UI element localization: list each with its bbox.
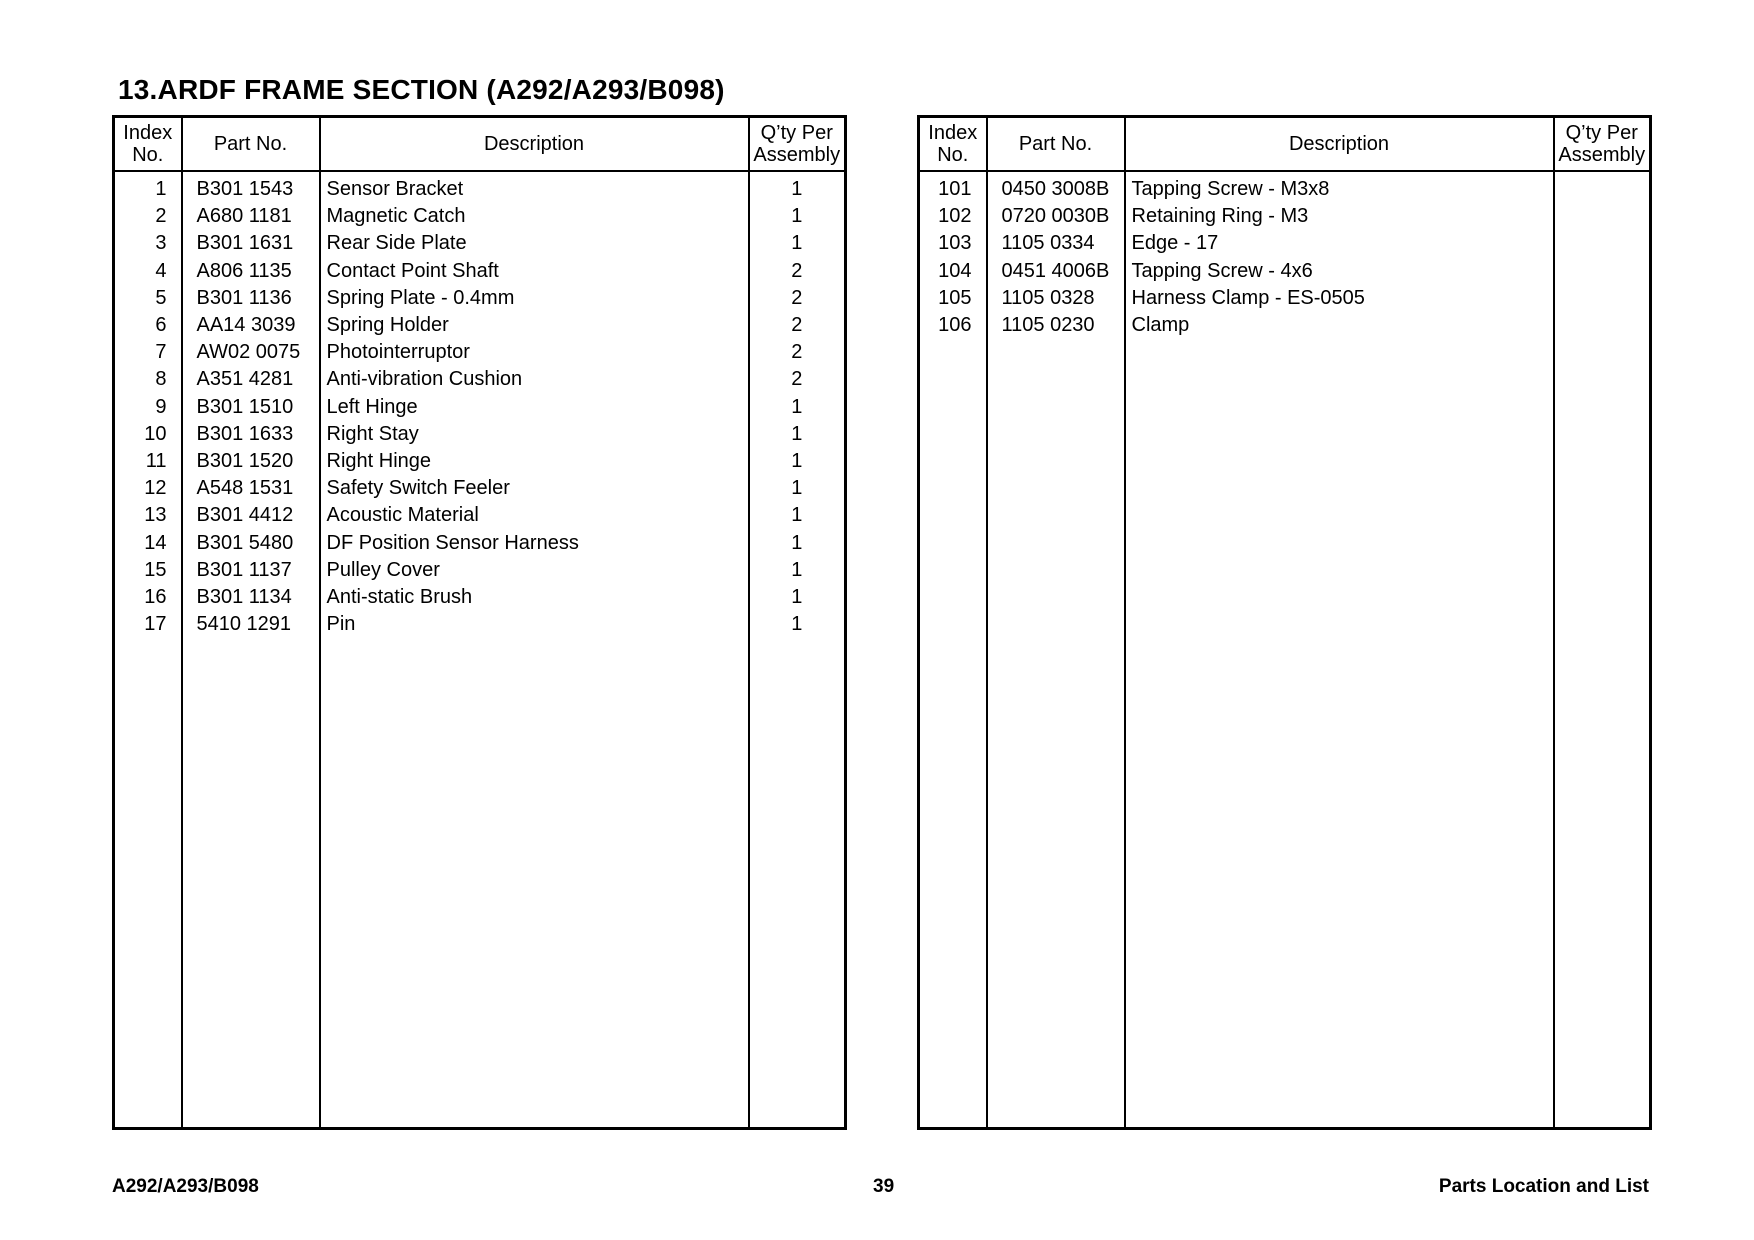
part-no-cell: B301 1633: [182, 421, 320, 448]
description-cell: Contact Point Shaft: [320, 258, 749, 285]
index-cell: 101: [919, 171, 987, 203]
table-row: [919, 258, 1651, 285]
description-cell: Rear Side Plate: [320, 230, 749, 257]
filler-cell: [114, 638, 182, 1128]
description-cell: Tapping Screw - M3x8: [1125, 171, 1554, 203]
qty-cell: 1: [791, 449, 803, 472]
index-cell: 8: [114, 366, 182, 393]
part-no-cell: B301 5480: [182, 529, 320, 556]
description-cell: Retaining Ring - M3: [1125, 203, 1554, 230]
table-row: [919, 203, 1651, 230]
qty-cell: 1: [791, 422, 803, 445]
qty-cell: 1: [791, 205, 803, 228]
filler-cell: [1125, 339, 1554, 1128]
description-cell: Harness Clamp - ES-0505: [1125, 285, 1554, 312]
part-no-cell: 0451 4006B: [987, 258, 1125, 285]
filler-cell: [1554, 339, 1651, 1128]
filler-cell: [749, 638, 846, 1128]
part-no-cell: 0450 3008B: [987, 171, 1125, 203]
part-no-cell: A806 1135: [182, 258, 320, 285]
parts-table-right-body: [919, 171, 1651, 1128]
header-part-no: Part No.: [182, 117, 320, 172]
index-cell: 5: [114, 285, 182, 312]
table-row: [919, 230, 1651, 257]
qty-cell: 1: [791, 504, 803, 527]
index-cell: 103: [919, 230, 987, 257]
table-filler-row: [114, 638, 846, 1128]
qty-cell: 2: [791, 341, 803, 364]
table-row: [114, 203, 846, 230]
index-cell: 7: [114, 339, 182, 366]
filler-cell: [320, 638, 749, 1128]
qty-cell: 2: [791, 368, 803, 391]
index-cell: 9: [114, 394, 182, 421]
filler-cell: [182, 638, 320, 1128]
description-cell: Spring Holder: [320, 312, 749, 339]
part-no-cell: 1105 0328: [987, 285, 1125, 312]
part-no-cell: B301 1134: [182, 584, 320, 611]
header-index: Index No.: [919, 117, 987, 172]
index-cell: 13: [114, 502, 182, 529]
index-cell: 2: [114, 203, 182, 230]
index-cell: 105: [919, 285, 987, 312]
table-row: [114, 366, 846, 393]
header-description: Description: [1125, 117, 1554, 172]
qty-cell: [1554, 258, 1651, 285]
description-cell: Right Stay: [320, 421, 749, 448]
footer-page-number: 39: [873, 1176, 895, 1197]
index-cell: 16: [114, 584, 182, 611]
table-row: [114, 285, 846, 312]
description-cell: Pulley Cover: [320, 557, 749, 584]
table-row: [114, 611, 846, 638]
description-cell: Photointerruptor: [320, 339, 749, 366]
table-row: [919, 171, 1651, 203]
qty-cell: 2: [791, 286, 803, 309]
index-cell: 12: [114, 475, 182, 502]
index-cell: 14: [114, 529, 182, 556]
description-cell: DF Position Sensor Harness: [320, 529, 749, 556]
part-no-cell: B301 1137: [182, 557, 320, 584]
description-cell: Acoustic Material: [320, 502, 749, 529]
part-no-cell: 1105 0334: [987, 230, 1125, 257]
part-no-cell: 0720 0030B: [987, 203, 1125, 230]
table-row: [114, 230, 846, 257]
qty-cell: [1554, 312, 1651, 339]
qty-cell: 1: [791, 477, 803, 500]
qty-cell: 1: [791, 585, 803, 608]
table-row: [114, 312, 846, 339]
index-cell: 6: [114, 312, 182, 339]
qty-cell: 1: [791, 613, 803, 636]
part-no-cell: AW02 0075: [182, 339, 320, 366]
description-cell: Spring Plate - 0.4mm: [320, 285, 749, 312]
qty-cell: 1: [791, 395, 803, 418]
table-row: [114, 529, 846, 556]
table-header-row: [919, 117, 1651, 172]
index-cell: 3: [114, 230, 182, 257]
part-no-cell: A680 1181: [182, 203, 320, 230]
index-cell: 104: [919, 258, 987, 285]
filler-cell: [919, 339, 987, 1128]
table-row: [114, 584, 846, 611]
description-cell: Magnetic Catch: [320, 203, 749, 230]
qty-cell: 2: [791, 259, 803, 282]
description-cell: Anti-static Brush: [320, 584, 749, 611]
part-no-cell: B301 1631: [182, 230, 320, 257]
index-cell: 1: [114, 171, 182, 203]
index-cell: 15: [114, 557, 182, 584]
parts-table-left-body: [114, 171, 846, 1128]
qty-cell: 2: [791, 314, 803, 337]
table-row: [114, 448, 846, 475]
description-cell: Tapping Screw - 4x6: [1125, 258, 1554, 285]
header-qty: Q’ty Per Assembly: [1554, 117, 1651, 172]
table-row: [114, 502, 846, 529]
table-header-row: [114, 117, 846, 172]
index-cell: 17: [114, 611, 182, 638]
table-row: [114, 339, 846, 366]
description-cell: Pin: [320, 611, 749, 638]
footer-section: Parts Location and List: [1438, 1176, 1649, 1197]
table-row: [114, 557, 846, 584]
description-cell: Edge - 17: [1125, 230, 1554, 257]
part-no-cell: B301 4412: [182, 502, 320, 529]
footer-model: A292/A293/B098: [112, 1176, 259, 1197]
header-qty: Q’ty Per Assembly: [749, 117, 846, 172]
table-row: [919, 285, 1651, 312]
part-no-cell: 5410 1291: [182, 611, 320, 638]
table-row: [114, 171, 846, 203]
index-cell: 102: [919, 203, 987, 230]
description-cell: Clamp: [1125, 312, 1554, 339]
description-cell: Left Hinge: [320, 394, 749, 421]
part-no-cell: B301 1520: [182, 448, 320, 475]
header-part-no: Part No.: [987, 117, 1125, 172]
header-index: Index No.: [114, 117, 182, 172]
table-row: [919, 312, 1651, 339]
qty-cell: 1: [791, 531, 803, 554]
qty-cell: [1554, 171, 1651, 203]
index-cell: 4: [114, 258, 182, 285]
table-row: [114, 258, 846, 285]
table-row: [114, 394, 846, 421]
qty-cell: 1: [791, 178, 803, 201]
table-row: [114, 475, 846, 502]
qty-cell: [1554, 230, 1651, 257]
index-cell: 106: [919, 312, 987, 339]
table-filler-row: [919, 339, 1651, 1128]
qty-cell: 1: [791, 558, 803, 581]
qty-cell: [1554, 285, 1651, 312]
part-no-cell: A351 4281: [182, 366, 320, 393]
part-no-cell: B301 1136: [182, 285, 320, 312]
header-description: Description: [320, 117, 749, 172]
part-no-cell: B301 1543: [182, 171, 320, 203]
part-no-cell: AA14 3039: [182, 312, 320, 339]
index-cell: 11: [114, 448, 182, 475]
description-cell: Safety Switch Feeler: [320, 475, 749, 502]
page-title: 13.ARDF FRAME SECTION (A292/A293/B098): [118, 74, 725, 105]
filler-cell: [987, 339, 1125, 1128]
description-cell: Sensor Bracket: [320, 171, 749, 203]
description-cell: Right Hinge: [320, 448, 749, 475]
parts-table-left: [112, 115, 847, 1130]
part-no-cell: 1105 0230: [987, 312, 1125, 339]
qty-cell: 1: [791, 232, 803, 255]
table-row: [114, 421, 846, 448]
index-cell: 10: [114, 421, 182, 448]
part-no-cell: B301 1510: [182, 394, 320, 421]
description-cell: Anti-vibration Cushion: [320, 366, 749, 393]
parts-table-right: [917, 115, 1652, 1130]
qty-cell: [1554, 203, 1651, 230]
part-no-cell: A548 1531: [182, 475, 320, 502]
